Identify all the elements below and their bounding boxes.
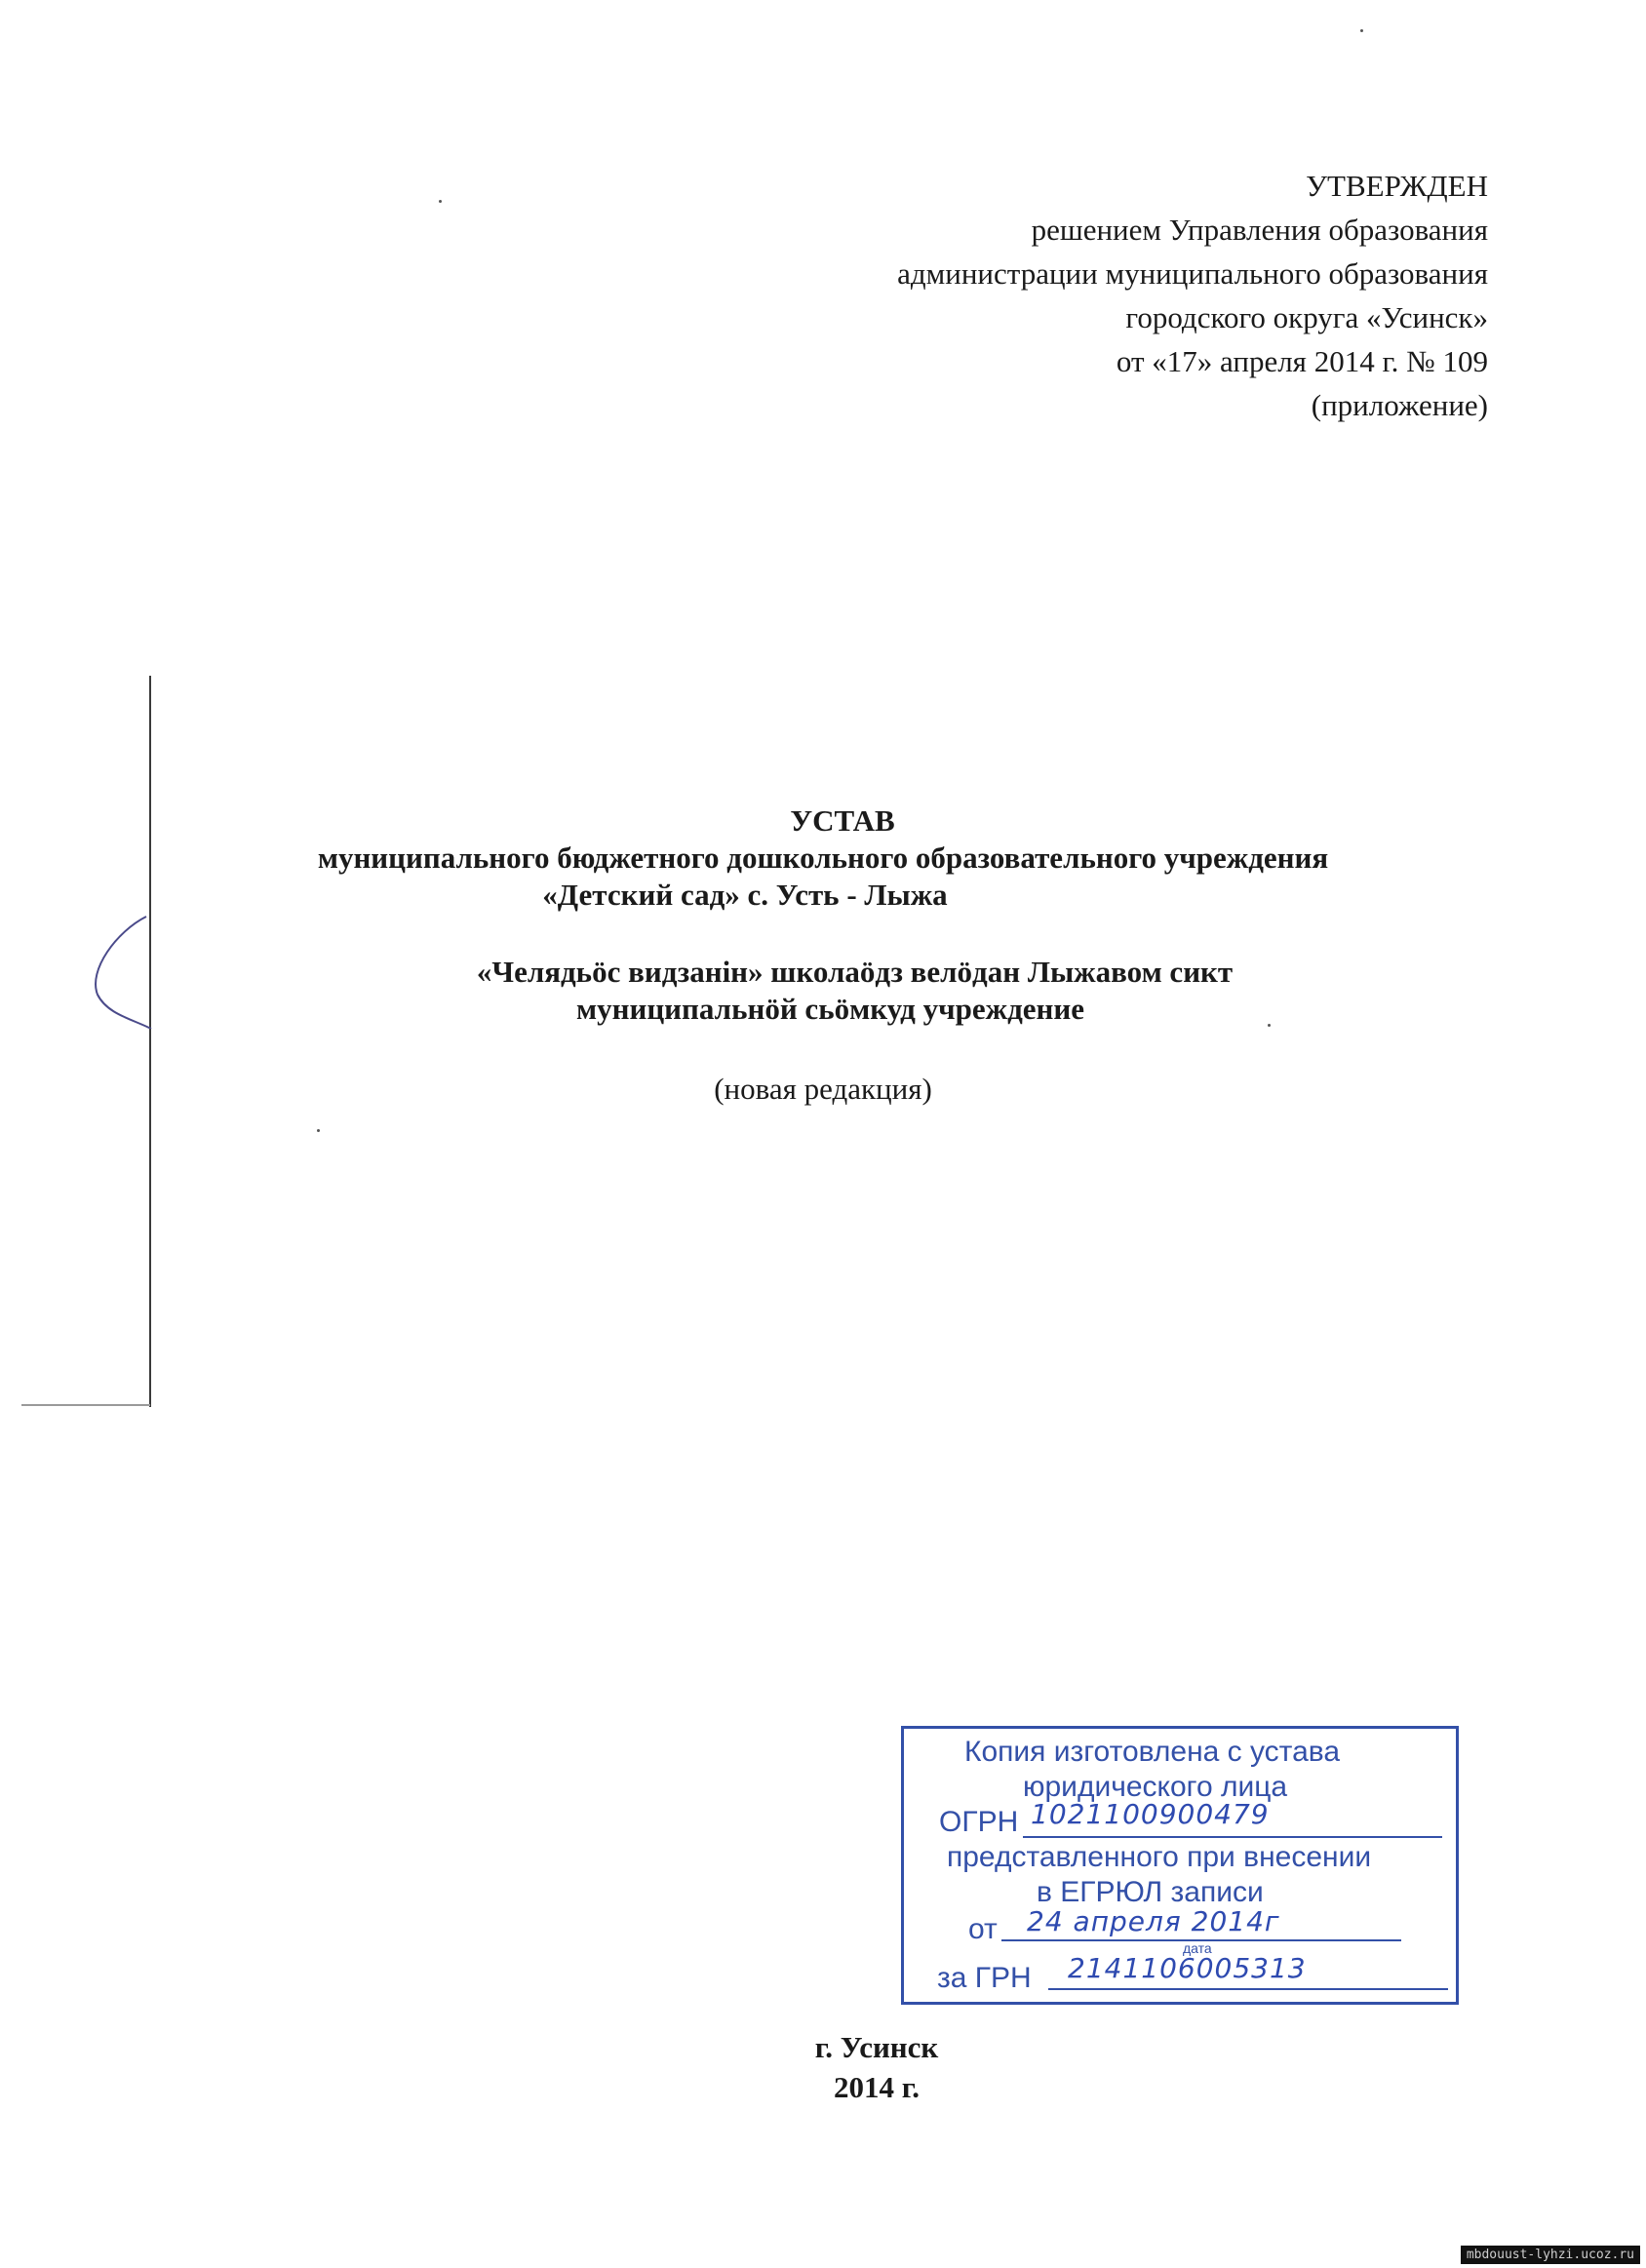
stamp-ogrn-underline: [1023, 1836, 1442, 1838]
charter-institution-type: муниципального бюджетного дошкольного образовательного учреждения: [317, 841, 1329, 875]
binding-edge-tab: [21, 1404, 150, 1406]
year-label: 2014 г.: [833, 2070, 921, 2104]
stamp-grn-value: 2141106005313: [1068, 1952, 1307, 1984]
stamp-from-label: от: [968, 1913, 998, 1945]
scan-speck: [317, 1129, 320, 1132]
stamp-from-value: 24 апреля 2014г: [1027, 1905, 1280, 1937]
approval-block: [897, 164, 1488, 427]
stamp-date-caption: дата: [1183, 1940, 1212, 1956]
stamp-line-1: Копия изготовлена с устава: [964, 1736, 1341, 1768]
registration-stamp: [901, 1726, 1459, 2005]
komi-title-line-1: «Челядьöс видзанiн» школаöдз велöдан Лыжавом сикт: [476, 955, 1234, 989]
approval-line: администрации муниципального образования: [897, 256, 1488, 291]
approval-date-line: от «17» апреля 2014 г. № 109: [1116, 344, 1488, 378]
stamp-line-5: в ЕГРЮЛ записи: [1037, 1876, 1264, 1908]
edition-note: (новая редакция): [714, 1072, 932, 1106]
scan-speck: [1268, 1024, 1271, 1027]
scan-speck: [1360, 29, 1363, 32]
approval-line: решением Управления образования: [1031, 213, 1488, 247]
site-watermark: mbdouust-lyhzi.ucoz.ru: [1461, 2246, 1640, 2264]
scan-speck: [439, 200, 442, 203]
approval-appendix-note: (приложение): [1311, 388, 1488, 422]
komi-title-line-2: муниципальнöй сьöмкуд учреждение: [575, 992, 1084, 1026]
approval-heading: УТВЕРЖДЕН: [1306, 169, 1488, 203]
city-label: г. Усинск: [814, 2030, 939, 2064]
charter-institution-name: «Детский сад» с. Усть - Лыжа: [542, 878, 948, 912]
approval-line: городского округа «Усинск»: [1125, 300, 1488, 334]
binding-edge-line: [149, 676, 151, 1407]
stamp-grn-underline: [1048, 1988, 1448, 1990]
stamp-line-4: представленного при внесении: [947, 1841, 1372, 1873]
stamp-line-2: юридического лица: [1023, 1771, 1288, 1803]
stamp-ogrn-label: ОГРН: [939, 1806, 1019, 1838]
charter-title-block: [0, 802, 1646, 914]
charter-heading: УСТАВ: [790, 803, 895, 838]
stamp-ogrn-value: 1021100900479: [1031, 1798, 1270, 1830]
stamp-grn-label: за ГРН: [937, 1962, 1032, 1994]
